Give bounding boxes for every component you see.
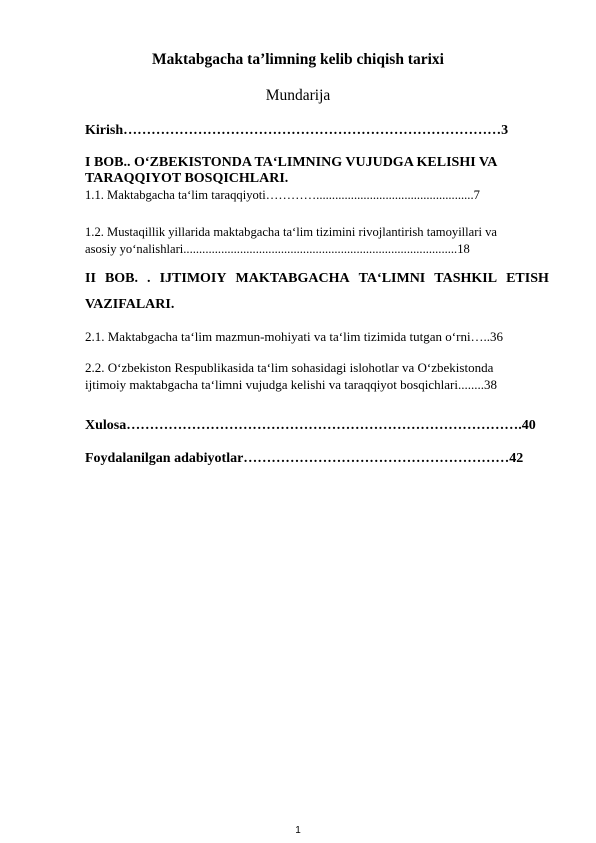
toc-chapter-2-word: ETISH: [506, 271, 549, 286]
toc-section-1-1: 1.1. Maktabgacha ta‘lim taraqqiyoti…………..................................................7: [85, 188, 480, 202]
toc-chapter-2-line-1: [85, 272, 549, 286]
toc-chapter-2-word: .: [147, 271, 151, 286]
toc-section-2-2-line-2: ijtimoiy maktabgacha ta‘limni vujudga kelishi va taraqqiyot bosqichlari........38: [85, 377, 497, 392]
toc-chapter-1-line-1: I BOB.. O‘ZBEKISTONDA TA‘LIMNING VUJUDGA KELISHI VA: [85, 155, 498, 170]
toc-entry-kirish: Kirish………………………………………………………………………3: [85, 123, 509, 138]
toc-chapter-2-word: IJTIMOIY: [159, 271, 227, 286]
toc-section-2-1: 2.1. Maktabgacha ta‘lim mazmun-mohiyati va ta‘lim tizimida tutgan o‘rni…..36: [85, 329, 504, 344]
toc-section-1-2-line-2: asosiy yo‘nalishlari.......................................................................................18: [85, 242, 470, 256]
document-title: Maktabgacha ta’limning kelib chiqish tarixi: [152, 51, 444, 68]
toc-section-1-2-line-1: 1.2. Mustaqillik yillarida maktabgacha ta‘lim tizimini rivojlantirish tamoyillari va: [85, 225, 498, 239]
toc-chapter-2-word: II: [85, 271, 96, 286]
toc-chapter-2-word: BOB.: [104, 271, 139, 286]
toc-entry-adabiyotlar: Foydalanilgan adabiyotlar…………………………………………………42: [85, 451, 524, 466]
page-number: 1: [295, 825, 301, 836]
toc-chapter-2-word: TA‘LIMNI: [358, 271, 426, 286]
toc-chapter-1-line-2: TARAQQIYOT BOSQICHLARI.: [85, 171, 289, 186]
contents-heading: Mundarija: [265, 87, 331, 104]
toc-chapter-2-line-2: VAZIFALARI.: [85, 297, 175, 312]
toc-chapter-2-word: TASHKIL: [434, 271, 498, 286]
toc-entry-xulosa: Xulosa………………………………………………………………………….40: [85, 418, 536, 433]
toc-section-2-2-line-1: 2.2. O‘zbekiston Respublikasida ta‘lim sohasidagi islohotlar va O‘zbekistonda: [85, 360, 494, 375]
toc-chapter-2-word: MAKTABGACHA: [235, 271, 350, 286]
